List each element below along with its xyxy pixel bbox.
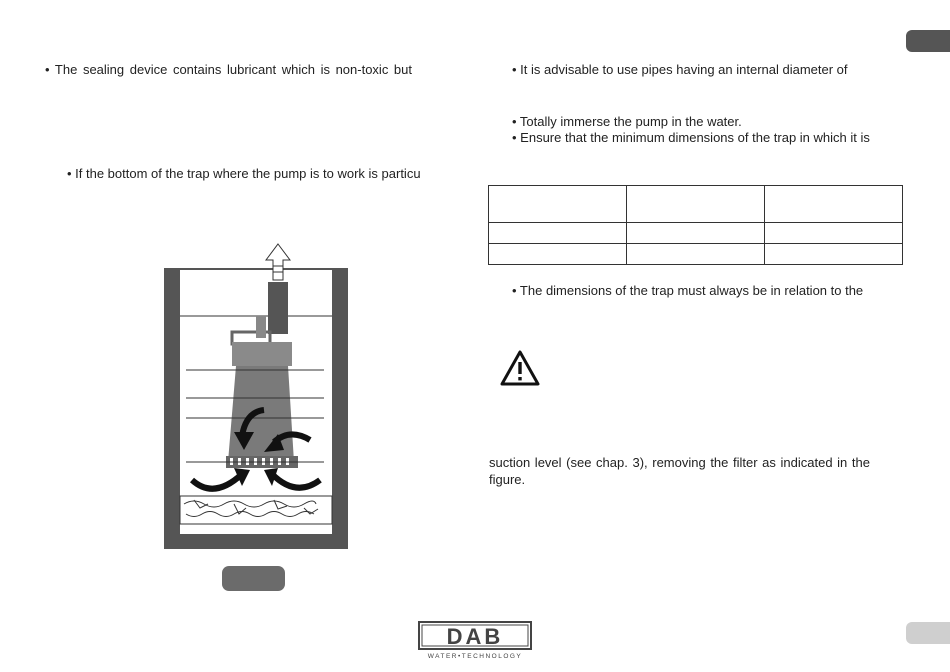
page-tab-top bbox=[906, 30, 950, 52]
table-cell bbox=[627, 223, 765, 244]
table-header-cell bbox=[489, 186, 627, 223]
table-header-row bbox=[489, 186, 903, 223]
table-row bbox=[489, 223, 903, 244]
right-bullet-min-dimensions: • Ensure that the minimum dimensions of the trap in which it is bbox=[512, 130, 870, 145]
warning-triangle-icon bbox=[500, 350, 540, 389]
table-row bbox=[489, 244, 903, 265]
right-bullet-pipes: • It is advisable to use pipes having an internal diameter of bbox=[512, 62, 848, 77]
table-cell bbox=[489, 244, 627, 265]
svg-text:WATER•TECHNOLOGY: WATER•TECHNOLOGY bbox=[427, 653, 523, 660]
right-para-suction-line2: figure. bbox=[489, 472, 526, 487]
right-bullet-trap-dimensions: • The dimensions of the trap must always be in relation to the bbox=[512, 283, 864, 298]
left-bullet-sealing: • The sealing device contains lubricant which is non-toxic but bbox=[45, 62, 413, 77]
figure-label-tab bbox=[222, 566, 285, 591]
table-cell bbox=[489, 223, 627, 244]
page-tab-bottom bbox=[906, 622, 950, 644]
table-header-cell bbox=[765, 186, 903, 223]
svg-text:DAB: DAB bbox=[446, 624, 504, 649]
trap-dimensions-table bbox=[488, 185, 903, 265]
right-bullet-immerse: • Totally immerse the pump in the water. bbox=[512, 114, 742, 129]
table-header-cell bbox=[627, 186, 765, 223]
left-bullet-trap-bottom: • If the bottom of the trap where the pump is to work is particu bbox=[67, 166, 421, 181]
dab-logo bbox=[418, 621, 534, 664]
pump-trap-figure bbox=[164, 242, 348, 555]
table-cell bbox=[627, 244, 765, 265]
table-cell bbox=[765, 244, 903, 265]
table-cell bbox=[765, 223, 903, 244]
right-para-suction-line1: suction level (see chap. 3), removing the filter as indicated in the bbox=[489, 455, 870, 470]
